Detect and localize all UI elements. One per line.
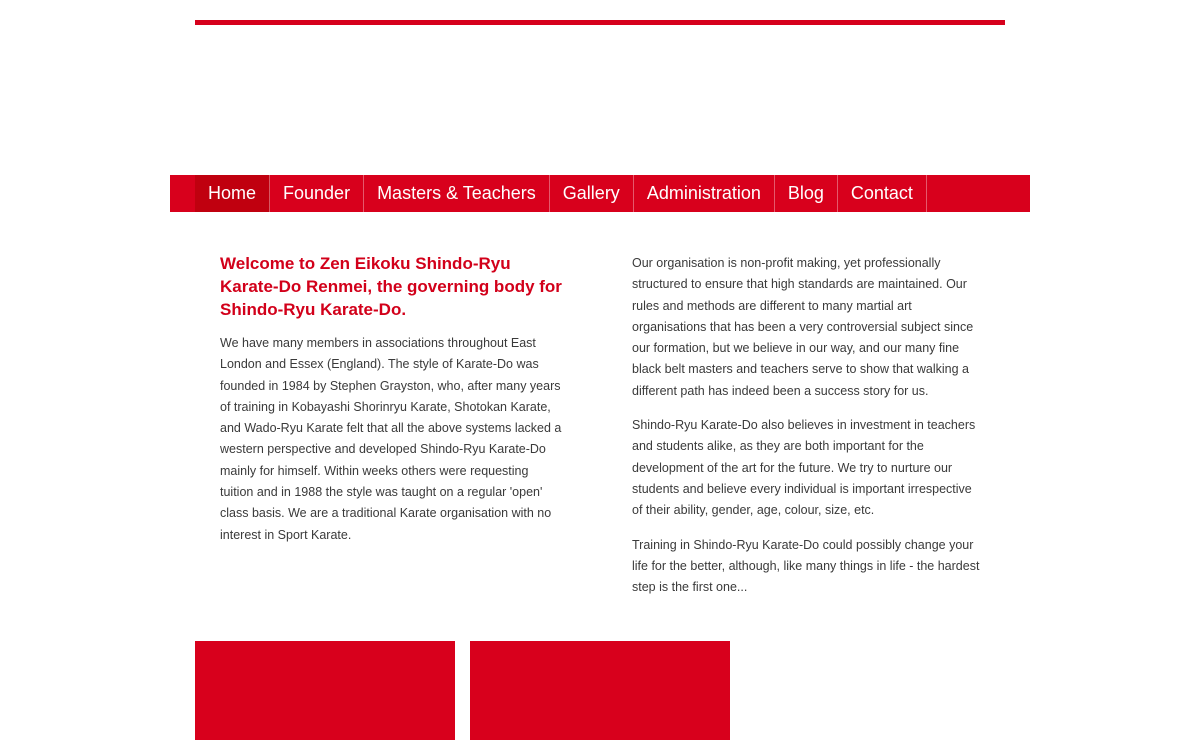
nav-item-contact[interactable]: Contact — [838, 175, 927, 212]
nav-item-blog[interactable]: Blog — [775, 175, 838, 212]
feature-tile-2[interactable] — [470, 641, 730, 740]
feature-tile-1[interactable] — [195, 641, 455, 740]
investment-paragraph: Shindo-Ryu Karate-Do also believes in investment in teachers and students alike, as they are both important for the development of the art for the future. We try to nurture our students and believe every individual is important irrespective of their ability, gender, age, colour, size, etc. — [632, 418, 976, 518]
main-nav — [170, 175, 1030, 212]
welcome-heading: Welcome to Zen Eikoku Shindo-Ryu Karate-Do Renmei, the governing body for Shindo-Ryu Karate-Do. — [220, 254, 562, 319]
nav-item-gallery[interactable]: Gallery — [550, 175, 634, 212]
left-column — [220, 252, 565, 559]
intro-paragraph: We have many members in associations throughout East London and Essex (England). The style of Karate-Do was founded in 1984 by Stephen Grayston, who, after many years of training in Kobayashi Shorinryu Karate, Shotokan Karate, and Wado-Ryu Karate felt that all the above systems lacked a western perspective and developed Shindo-Ryu Karate-Do mainly for himself. Within weeks others were requesting tuition and in 1988 the style was taught on a regular 'open' class basis. We are a traditional Karate organisation with no interest in Sport Karate. — [220, 336, 562, 542]
nav-spacer — [170, 175, 195, 212]
right-column — [632, 252, 982, 611]
nav-item-founder[interactable]: Founder — [270, 175, 364, 212]
organisation-paragraph: Our organisation is non-profit making, yet professionally structured to ensure that high standards are maintained. Our rules and methods are different to many martial art organisations that has been a very controversial subject since our formation, but we believe in our way, and our many fine black belt masters and teachers serve to show that walking a different path has indeed been a success story for us. — [632, 256, 974, 398]
nav-item-masters-teachers[interactable]: Masters & Teachers — [364, 175, 550, 212]
nav-item-administration[interactable]: Administration — [634, 175, 775, 212]
training-paragraph: Training in Shindo-Ryu Karate-Do could possibly change your life for the better, although, like many things in life - the hardest step is the first one... — [632, 537, 980, 595]
nav-item-home[interactable]: Home — [195, 175, 270, 212]
header-banner-area — [195, 25, 1005, 175]
